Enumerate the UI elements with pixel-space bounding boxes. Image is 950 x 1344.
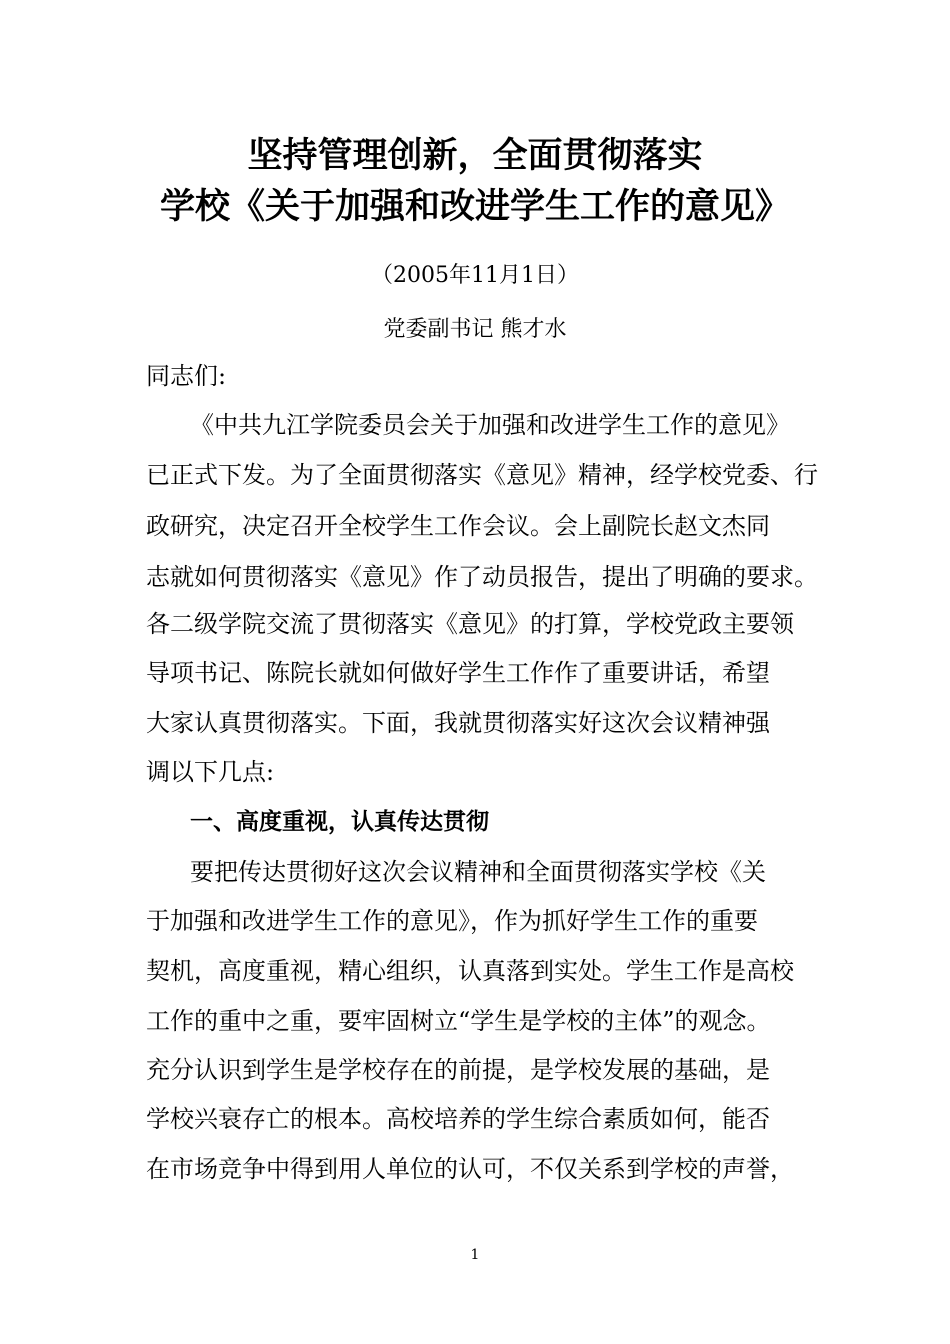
paragraph-2-line: 在市场竞争中得到用人单位的认可，不仅关系到学校的声誉， [146,1155,794,1183]
paragraph-1-line: 导项书记、陈院长就如何做好学生工作作了重要讲话，希望 [146,659,770,687]
paragraph-1-line: 调以下几点: [146,758,275,786]
paragraph-1-line: 志就如何贯彻落实《意见》作了动员报告，提出了明确的要求。 [146,563,818,591]
paragraph-2-line: 充分认识到学生是学校存在的前提，是学校发展的基础，是 [146,1056,770,1084]
section-heading-1: 一、高度重视，认真传达贯彻 [190,809,489,835]
paragraph-1-line: 已正式下发。为了全面贯彻落实《意见》精神，经学校党委、行 [146,461,818,489]
salutation: 同志们: [146,362,227,390]
paragraph-1-line: 各二级学院交流了贯彻落实《意见》的打算，学校党政主要领 [146,610,794,638]
paragraph-1-line: 《中共九江学院委员会关于加强和改进学生工作的意见》 [190,411,790,439]
page-number: 1 [470,1247,480,1263]
document-author: 党委副书记 熊才水 [383,317,567,342]
document-title-line-2: 学校《关于加强和改进学生工作的意见》 [159,187,790,227]
paragraph-2-line: 于加强和改进学生工作的意见》，作为抓好学生工作的重要 [146,907,758,935]
paragraph-2-line: 要把传达贯彻好这次会议精神和全面贯彻落实学校《关 [190,858,766,886]
paragraph-1-line: 大家认真贯彻落实。下面，我就贯彻落实好这次会议精神强 [146,709,770,737]
paragraph-1-line: 政研究，决定召开全校学生工作会议。会上副院长赵文杰同 [146,512,770,540]
paragraph-2-line: 工作的重中之重，要牢固树立“学生是学校的主体”的观念。 [146,1007,771,1035]
document-date: （2005年11月1日） [371,263,579,288]
paragraph-2-line: 学校兴衰存亡的根本。高校培养的学生综合素质如何，能否 [146,1105,770,1133]
document-title-line-1: 坚持管理创新，全面贯彻落实 [247,136,703,176]
paragraph-2-line: 契机，高度重视，精心组织，认真落到实处。学生工作是高校 [146,957,794,985]
